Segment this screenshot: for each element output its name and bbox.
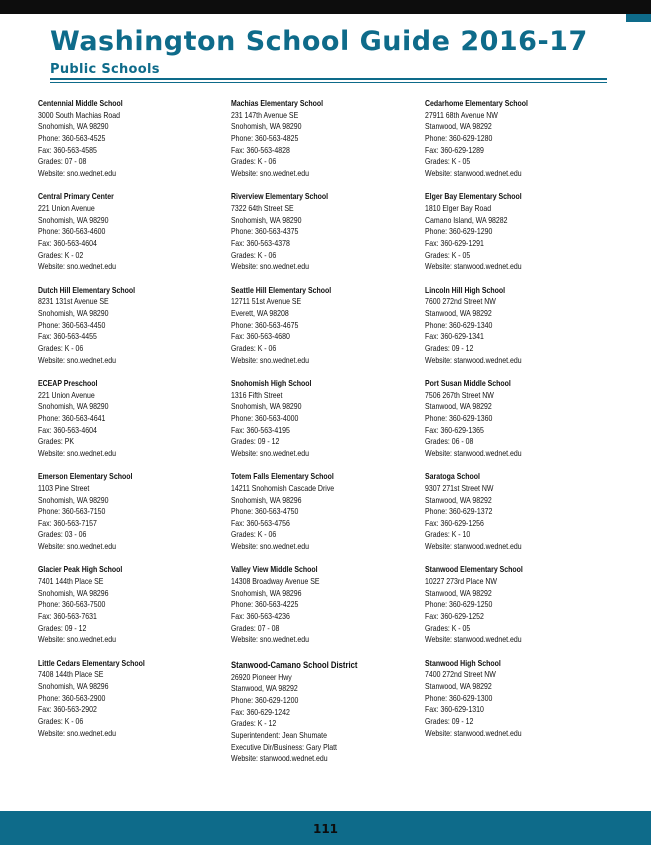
entry-detail-line: Grades: 07 - 08 bbox=[38, 157, 87, 167]
entry-detail-line: Snohomish, WA 98290 bbox=[38, 122, 109, 132]
entry-detail-line: Snohomish, WA 98296 bbox=[231, 495, 302, 505]
entry-detail-line: Website: sno.wednet.edu bbox=[38, 542, 117, 552]
entry-detail-line: Grades: K - 10 bbox=[425, 530, 471, 540]
entry-detail-line: Stanwood, WA 98292 bbox=[425, 122, 492, 132]
entry-detail-line: Fax: 360-629-1256 bbox=[425, 518, 484, 528]
entry-detail-line: Phone: 360-629-1372 bbox=[425, 507, 493, 517]
school-entry bbox=[425, 471, 615, 564]
entry-detail-line: Website: stanwood.wednet.edu bbox=[425, 168, 522, 178]
entry-detail-line: Phone: 360-629-1340 bbox=[425, 320, 493, 330]
entry-detail-line: Phone: 360-563-4375 bbox=[231, 227, 299, 237]
title-rule bbox=[50, 78, 607, 80]
entry-detail-line: Phone: 360-563-4750 bbox=[231, 507, 299, 517]
entry-detail-line: 1316 Fifth Street bbox=[231, 390, 283, 400]
school-name: Cedarhome Elementary School bbox=[425, 99, 528, 108]
district-entry bbox=[231, 658, 421, 764]
entry-detail-line: Phone: 360-563-4525 bbox=[38, 133, 106, 143]
entry-detail-line: Stanwood, WA 98292 bbox=[425, 308, 492, 318]
entry-detail-line: Phone: 360-563-4641 bbox=[38, 413, 106, 423]
entry-detail-line: Grades: K - 06 bbox=[38, 717, 84, 727]
entry-detail-line: Website: stanwood.wednet.edu bbox=[425, 355, 522, 365]
entry-detail-line: Fax: 360-563-4604 bbox=[38, 238, 97, 248]
entry-detail-line: Fax: 360-629-1341 bbox=[425, 332, 484, 342]
entry-detail-line: 14308 Broadway Avenue SE bbox=[231, 577, 320, 587]
school-name: Central Primary Center bbox=[38, 192, 114, 202]
school-name: Totem Falls Elementary School bbox=[231, 472, 334, 482]
entry-detail-line: Grades: K - 06 bbox=[38, 343, 84, 353]
entry-detail-line: Grades: K - 06 bbox=[231, 530, 277, 540]
school-name: Stanwood High School bbox=[425, 658, 501, 668]
entry-detail-line: 12711 51st Avenue SE bbox=[231, 297, 302, 307]
entry-detail-line: 221 Union Avenue bbox=[38, 390, 95, 400]
school-name: Little Cedars Elementary School bbox=[38, 658, 145, 668]
school-entry bbox=[38, 98, 228, 191]
entry-detail-line: Grades: 09 - 12 bbox=[425, 343, 474, 353]
school-name: Centennial Middle School bbox=[38, 99, 123, 108]
entry-detail-line: 27911 68th Avenue NW bbox=[425, 110, 498, 120]
entry-detail-line: 7506 267th Street NW bbox=[425, 390, 494, 400]
entry-detail-line: Website: sno.wednet.edu bbox=[231, 542, 310, 552]
school-entry bbox=[38, 378, 228, 471]
school-entry bbox=[231, 378, 421, 471]
entry-detail-line: 10227 273rd Place NW bbox=[425, 577, 497, 587]
entry-detail-line: Executive Dir/Business: Gary Platt bbox=[231, 742, 337, 752]
entry-detail-line: Fax: 360-629-1365 bbox=[425, 425, 484, 435]
school-name: Elger Bay Elementary School bbox=[425, 192, 522, 202]
entry-detail-line: Website: sno.wednet.edu bbox=[231, 262, 310, 272]
entry-detail-line: Grades: K - 05 bbox=[425, 157, 471, 167]
section-subtitle: Public Schools bbox=[50, 62, 160, 77]
entry-detail-line: 9307 271st Street NW bbox=[425, 483, 494, 493]
entry-detail-line: Stanwood, WA 98292 bbox=[425, 588, 492, 598]
entry-detail-line: Phone: 360-563-4675 bbox=[231, 320, 299, 330]
school-name: Riverview Elementary School bbox=[231, 192, 329, 202]
entry-detail-line: Grades: K - 12 bbox=[231, 719, 277, 729]
header-tab-accent bbox=[626, 14, 651, 22]
entry-detail-line: Grades: PK bbox=[38, 437, 74, 447]
entry-detail-line: Phone: 360-563-4225 bbox=[231, 600, 299, 610]
entry-detail-line: Everett, WA 98208 bbox=[231, 308, 289, 318]
entry-detail-line: Superintendent: Jean Shumate bbox=[231, 731, 327, 741]
entry-detail-line: Snohomish, WA 98290 bbox=[231, 122, 302, 132]
school-name: Seattle Hill Elementary School bbox=[231, 285, 332, 295]
school-entry bbox=[425, 564, 615, 657]
entry-detail-line: Grades: 06 - 08 bbox=[425, 437, 474, 447]
school-entry bbox=[38, 471, 228, 564]
school-name: Saratoga School bbox=[425, 472, 480, 482]
entry-detail-line: Phone: 360-629-1280 bbox=[425, 133, 493, 143]
entry-detail-line: Phone: 360-563-7500 bbox=[38, 600, 106, 610]
entry-detail-line: Phone: 360-563-7150 bbox=[38, 507, 106, 517]
school-entry bbox=[425, 378, 615, 471]
entry-detail-line: Snohomish, WA 98290 bbox=[231, 215, 302, 225]
entry-detail-line: 221 Union Avenue bbox=[38, 203, 95, 213]
entry-detail-line: Website: stanwood.wednet.edu bbox=[425, 448, 522, 458]
school-entry bbox=[425, 285, 615, 378]
entry-detail-line: Fax: 360-563-4378 bbox=[231, 238, 290, 248]
entry-detail-line: Snohomish, WA 98290 bbox=[38, 495, 109, 505]
entry-detail-line: 7400 272nd Street NW bbox=[425, 670, 496, 680]
school-name: Machias Elementary School bbox=[231, 99, 324, 108]
entry-detail-line: Snohomish, WA 98290 bbox=[231, 402, 302, 412]
entry-detail-line: Phone: 360-629-1290 bbox=[425, 227, 493, 237]
entry-detail-line: Fax: 360-563-4195 bbox=[231, 425, 290, 435]
entry-detail-line: Website: sno.wednet.edu bbox=[38, 168, 117, 178]
school-entry bbox=[38, 658, 228, 751]
entry-detail-line: Fax: 360-629-1242 bbox=[231, 707, 290, 717]
entry-detail-line: Fax: 360-629-1310 bbox=[425, 705, 484, 715]
entry-detail-line: Grades: K - 05 bbox=[425, 623, 471, 633]
entry-detail-line: Website: stanwood.wednet.edu bbox=[425, 728, 522, 738]
entry-detail-line: Grades: 09 - 12 bbox=[231, 437, 280, 447]
header-band bbox=[0, 0, 651, 14]
entry-detail-line: Fax: 360-563-4585 bbox=[38, 145, 97, 155]
school-entry bbox=[231, 98, 421, 191]
entry-detail-line: 26920 Pioneer Hwy bbox=[231, 672, 292, 682]
entry-detail-line: Website: stanwood.wednet.edu bbox=[425, 635, 522, 645]
entry-detail-line: Snohomish, WA 98290 bbox=[38, 402, 109, 412]
entry-detail-line: Fax: 360-563-4604 bbox=[38, 425, 97, 435]
school-entry bbox=[425, 98, 615, 191]
school-name: Valley View Middle School bbox=[231, 565, 318, 575]
entry-detail-line: Snohomish, WA 98290 bbox=[38, 215, 109, 225]
entry-detail-line: Grades: 09 - 12 bbox=[425, 717, 474, 727]
school-name: ECEAP Preschool bbox=[38, 378, 98, 388]
entry-detail-line: Fax: 360-563-4680 bbox=[231, 332, 290, 342]
entry-detail-line: Stanwood, WA 98292 bbox=[425, 402, 492, 412]
entry-detail-line: Fax: 360-563-4455 bbox=[38, 332, 97, 342]
entry-detail-line: Website: sno.wednet.edu bbox=[38, 355, 117, 365]
entry-detail-line: Phone: 360-563-4600 bbox=[38, 227, 106, 237]
entry-detail-line: Website: sno.wednet.edu bbox=[231, 448, 310, 458]
entry-detail-line: Grades: K - 06 bbox=[231, 157, 277, 167]
school-name: Snohomish High School bbox=[231, 378, 312, 388]
entry-detail-line: Grades: 03 - 06 bbox=[38, 530, 87, 540]
title-rule-thin bbox=[50, 82, 607, 83]
entry-detail-line: Website: stanwood.wednet.edu bbox=[425, 542, 522, 552]
entry-detail-line: Phone: 360-563-4000 bbox=[231, 413, 299, 423]
entry-detail-line: Phone: 360-629-1200 bbox=[231, 696, 299, 706]
entry-detail-line: Fax: 360-629-1252 bbox=[425, 612, 484, 622]
entry-detail-line: 8231 131st Avenue SE bbox=[38, 297, 109, 307]
school-name: Dutch Hill Elementary School bbox=[38, 285, 136, 295]
entry-detail-line: Website: sno.wednet.edu bbox=[231, 355, 310, 365]
school-name: Glacier Peak High School bbox=[38, 565, 123, 575]
school-entry bbox=[231, 191, 421, 284]
school-column-3 bbox=[425, 98, 615, 751]
entry-detail-line: 7408 144th Place SE bbox=[38, 670, 104, 680]
entry-detail-line: 7401 144th Place SE bbox=[38, 577, 104, 587]
entry-detail-line: 231 147th Avenue SE bbox=[231, 110, 299, 120]
school-entry bbox=[425, 191, 615, 284]
school-name: Lincoln Hill High School bbox=[425, 285, 506, 295]
entry-detail-line: Website: sno.wednet.edu bbox=[38, 728, 117, 738]
entry-detail-line: Fax: 360-629-1291 bbox=[425, 238, 484, 248]
school-entry bbox=[425, 658, 615, 751]
entry-detail-line: Website: sno.wednet.edu bbox=[231, 635, 310, 645]
entry-detail-line: Fax: 360-563-4236 bbox=[231, 612, 290, 622]
entry-detail-line: Stanwood, WA 98292 bbox=[425, 682, 492, 692]
school-entry bbox=[231, 285, 421, 378]
entry-detail-line: Website: stanwood.wednet.edu bbox=[231, 754, 328, 764]
entry-detail-line: Website: sno.wednet.edu bbox=[38, 262, 117, 272]
entry-detail-line: Phone: 360-629-1360 bbox=[425, 413, 493, 423]
entry-detail-line: Phone: 360-629-1250 bbox=[425, 600, 493, 610]
entry-detail-line: Fax: 360-629-1289 bbox=[425, 145, 484, 155]
entry-detail-line: Website: sno.wednet.edu bbox=[38, 448, 117, 458]
entry-detail-line: 1810 Elger Bay Road bbox=[425, 203, 492, 213]
school-name: Port Susan Middle School bbox=[425, 378, 511, 388]
district-name: Stanwood-Camano School District bbox=[231, 659, 358, 670]
school-entry bbox=[231, 564, 421, 657]
entry-detail-line: Camano Island, WA 98282 bbox=[425, 215, 508, 225]
entry-detail-line: Website: sno.wednet.edu bbox=[231, 168, 310, 178]
entry-detail-line: Grades: K - 05 bbox=[425, 250, 471, 260]
entry-detail-line: Fax: 360-563-4756 bbox=[231, 518, 290, 528]
page-number: 111 bbox=[312, 822, 339, 836]
page-title: Washington School Guide 2016-17 bbox=[50, 26, 588, 57]
school-entry bbox=[38, 564, 228, 657]
school-entry bbox=[38, 191, 228, 284]
entry-detail-line: Phone: 360-563-4825 bbox=[231, 133, 299, 143]
school-name: Emerson Elementary School bbox=[38, 472, 133, 482]
entry-detail-line: Snohomish, WA 98296 bbox=[231, 588, 302, 598]
entry-detail-line: Snohomish, WA 98296 bbox=[38, 682, 109, 692]
entry-detail-line: 14211 Snohomish Cascade Drive bbox=[231, 483, 335, 493]
entry-detail-line: Stanwood, WA 98292 bbox=[231, 684, 298, 694]
school-entry bbox=[38, 285, 228, 378]
entry-detail-line: 1103 Pine Street bbox=[38, 483, 90, 493]
entry-detail-line: Website: sno.wednet.edu bbox=[38, 635, 117, 645]
entry-detail-line: Stanwood, WA 98292 bbox=[425, 495, 492, 505]
entry-detail-line: Grades: K - 06 bbox=[231, 250, 277, 260]
entry-detail-line: Phone: 360-629-1300 bbox=[425, 693, 493, 703]
entry-detail-line: 3000 South Machias Road bbox=[38, 110, 121, 120]
entry-detail-line: Snohomish, WA 98296 bbox=[38, 588, 109, 598]
entry-detail-line: Fax: 360-563-7157 bbox=[38, 518, 97, 528]
entry-detail-line: Snohomish, WA 98290 bbox=[38, 308, 109, 318]
entry-detail-line: Fax: 360-563-2902 bbox=[38, 705, 97, 715]
entry-detail-line: Phone: 360-563-4450 bbox=[38, 320, 106, 330]
entry-detail-line: Fax: 360-563-7631 bbox=[38, 612, 97, 622]
school-entry bbox=[231, 471, 421, 564]
entry-detail-line: Fax: 360-563-4828 bbox=[231, 145, 290, 155]
entry-detail-line: Website: stanwood.wednet.edu bbox=[425, 262, 522, 272]
school-column-1 bbox=[38, 98, 228, 751]
entry-detail-line: 7322 64th Street SE bbox=[231, 203, 294, 213]
entry-detail-line: Grades: 09 - 12 bbox=[38, 623, 87, 633]
school-name: Stanwood Elementary School bbox=[425, 565, 523, 575]
entry-detail-line: 7600 272nd Street NW bbox=[425, 297, 496, 307]
entry-detail-line: Grades: K - 02 bbox=[38, 250, 84, 260]
entry-detail-line: Phone: 360-563-2900 bbox=[38, 693, 106, 703]
entry-detail-line: Grades: K - 06 bbox=[231, 343, 277, 353]
entry-detail-line: Grades: 07 - 08 bbox=[231, 623, 280, 633]
school-column-2 bbox=[231, 98, 421, 764]
